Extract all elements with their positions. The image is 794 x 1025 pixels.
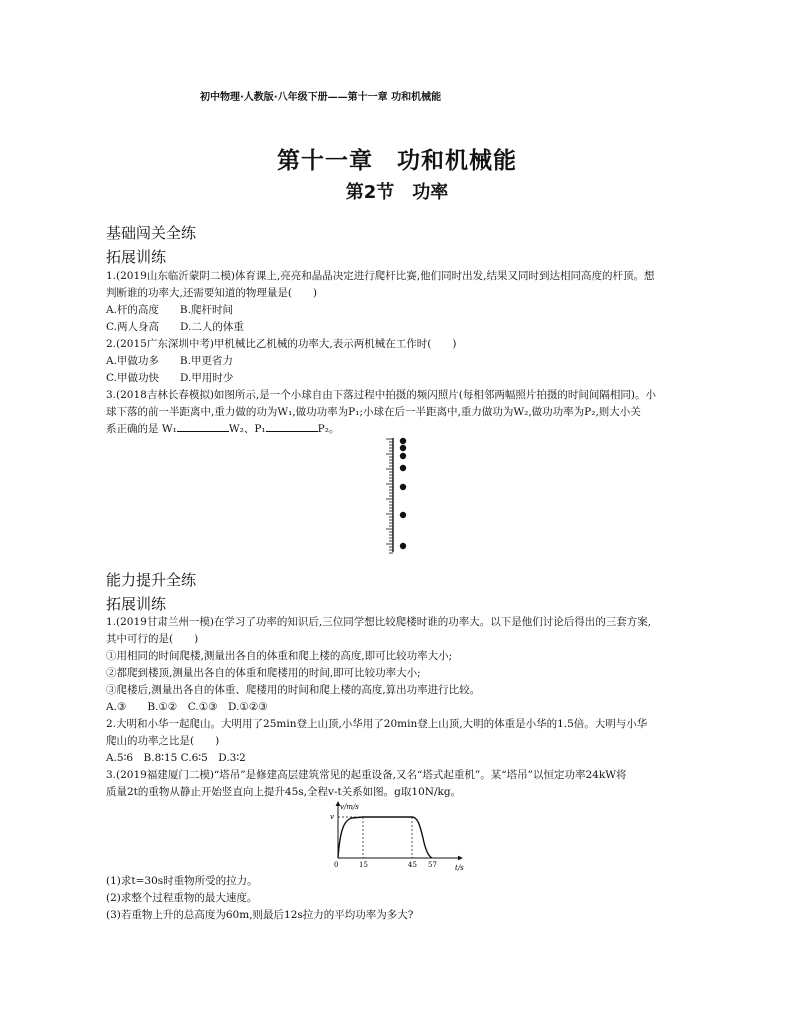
chapter-title: 第十一章 功和机械能 [277, 148, 517, 174]
tick-0: 0 [334, 861, 339, 869]
p1-q1-line1: 1.(2019山东临沂蒙阴二模)体育课上,亮亮和晶晶决定进行爬杆比赛,他们同时出发,结果又同时到达相同高度的杆顶。想 [106, 270, 655, 282]
part2-subheading: 拓展训练 [106, 595, 167, 613]
page-header: 初中物理·人教版·八年级下册——第十一章 功和机械能 [200, 92, 442, 103]
ruler [386, 438, 393, 553]
p2-q1-scheme3: ③爬楼后,测量出各自的体重、爬楼用的时间和爬上楼的高度,算出功率进行比较。 [106, 684, 481, 696]
p2-q2-options: A.5∶6 B.8∶15 C.6∶5 D.3∶2 [106, 752, 246, 764]
p2-q3-part1: (1)求t=30s时重物所受的拉力。 [106, 875, 258, 887]
p1-q2-options-ab: A.甲做功多 B.甲更省力 [106, 355, 233, 367]
p1-q3-line1: 3.(2018吉林长春模拟)如图所示,是一个小球自由下落过程中拍摄的频闪照片(每相邻两幅照片拍摄的时间间隔相同)。小 [106, 389, 656, 401]
ball-1 [400, 438, 406, 444]
ball-7 [400, 543, 406, 549]
ball-2 [400, 445, 406, 451]
p1-q3-text-b: W₂、P₁ [228, 423, 266, 435]
vt-curve [338, 817, 432, 858]
part1-heading: 基础闯关全练 [106, 224, 197, 242]
p2-q3-part3: (3)若重物上升的总高度为60m,则最后12s拉力的平均功率为多大? [106, 909, 414, 921]
tick-15: 15 [359, 861, 368, 869]
p1-q1-options-cd: C.两人身高 D.二人的体重 [106, 321, 244, 333]
p1-q2-options-cd: C.甲做功快 D.甲用时少 [106, 372, 234, 384]
p2-q2-line1: 2.大明和小华一起爬山。大明用了25min登上山顶,小华用了20min登上山顶,大明的体重是小华的1.5倍。大明与小华 [106, 718, 648, 730]
y-axis-label: v/m/s [340, 803, 359, 811]
p2-q1-line1: 1.(2019甘肃兰州一模)在学习了功率的知识后,三位同学想比较爬楼时谁的功率大。以下是他们讨论后得出的三套方案, [106, 616, 652, 628]
strobe-photo-figure [375, 436, 415, 554]
tick-57: 57 [428, 861, 437, 869]
p1-q2-line1: 2.(2015广东深圳中考)甲机械比乙机械的功率大,表示两机械在工作时( ) [106, 338, 457, 350]
answer-blank-2[interactable] [266, 421, 318, 432]
p2-q1-scheme1: ①用相同的时间爬楼,测量出各自的体重和爬上楼的高度,即可比较功率大小; [106, 650, 453, 662]
tick-45: 45 [408, 861, 417, 869]
p2-q2-line2: 爬山的功率之比是( ) [106, 735, 220, 747]
answer-blank-1[interactable] [177, 421, 229, 432]
p2-q1-line2: 其中可行的是( ) [106, 633, 199, 645]
part1-subheading: 拓展训练 [106, 248, 167, 266]
p1-q1-line2: 判断谁的功率大,还需要知道的物理量是( ) [106, 287, 318, 299]
ball-4 [400, 465, 406, 471]
p2-q1-scheme2: ②都爬到楼顶,测量出各自的体重和爬楼用的时间,即可比较功率大小; [106, 667, 421, 679]
p2-q1-options: A.③ B.①② C.①③ D.①②③ [106, 701, 268, 713]
p1-q3-text-a: 系正确的是 W₁ [106, 423, 177, 435]
p1-q1-options-ab: A.杆的高度 B.爬杆时间 [106, 304, 233, 316]
p1-q3-line3 [106, 421, 339, 437]
v-mark-label: v [330, 813, 334, 821]
ball-positions [400, 438, 406, 549]
p2-q3-line1: 3.(2019福建厦门二模)“塔吊”是修建高层建筑常见的起重设备,又名“塔式起重机”。某“塔吊”以恒定功率24kW将 [106, 769, 627, 781]
ball-6 [400, 512, 406, 518]
p1-q3-line2: 球下落的前一半距离中,重力做的功为W₁,做功功率为P₁;小球在后一半距离中,重力做功为W₂,做功功率为P₂,则大小关 [106, 406, 641, 418]
ball-3 [400, 453, 406, 459]
part2-heading: 能力提升全练 [106, 571, 197, 589]
ball-5 [400, 484, 406, 490]
p2-q3-line2: 质量2t的重物从静止开始竖直向上提升45s,全程v-t关系如图。g取10N/kg。 [106, 786, 462, 798]
p1-q3-text-c: P₂。 [317, 423, 340, 435]
x-axis-label: t/s [455, 864, 464, 872]
section-title: 第2节 功率 [345, 182, 449, 203]
p2-q3-part2: (2)求整个过程重物的最大速度。 [106, 892, 258, 904]
vt-graph [322, 800, 472, 872]
